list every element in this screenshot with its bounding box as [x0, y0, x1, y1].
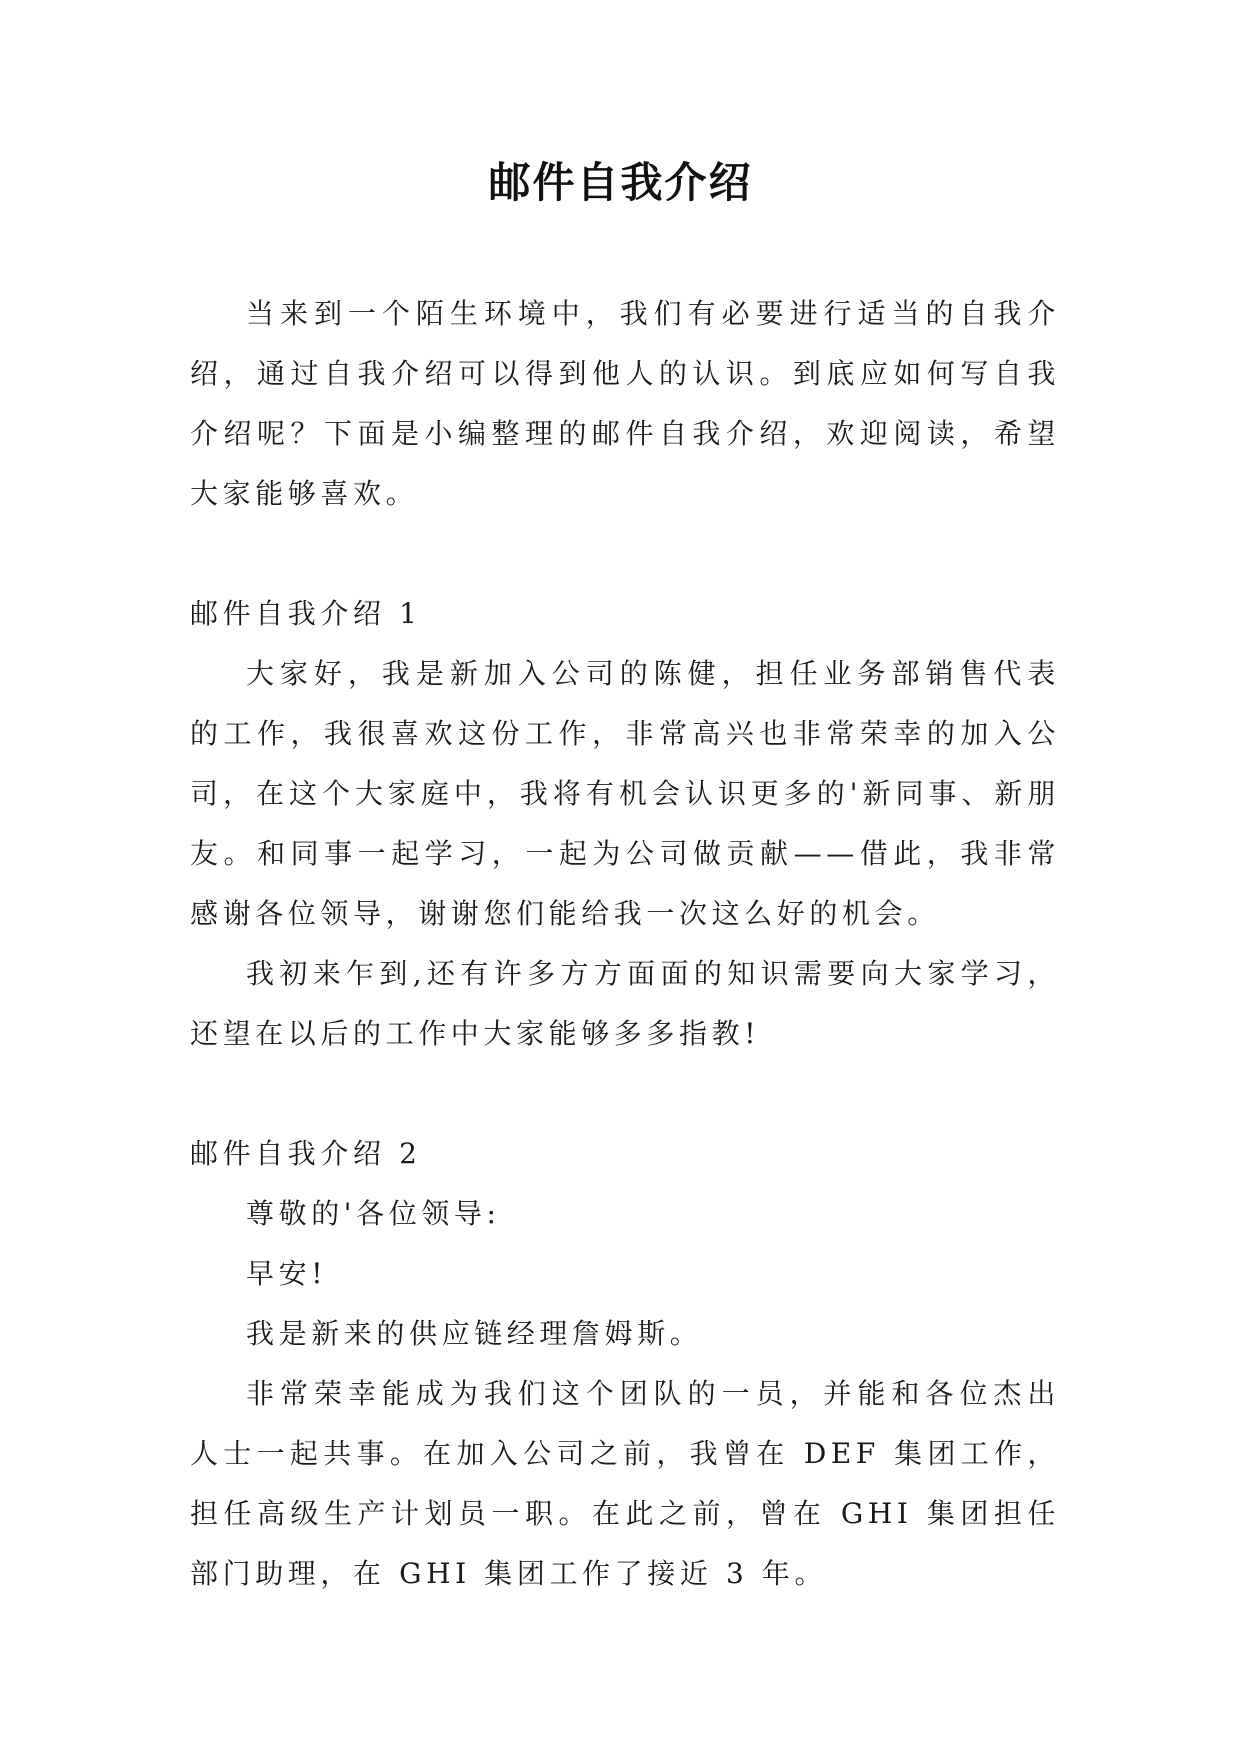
section-paragraph: 我是新来的供应链经理詹姆斯。 — [246, 1317, 703, 1350]
section-1 — [190, 584, 1060, 1064]
section-heading: 邮件自我介绍 1 — [190, 597, 422, 630]
document-title: 邮件自我介绍 — [488, 158, 753, 207]
section-paragraph: 我初来乍到,还有许多方方面面的知识需要向大家学习，还望在以后的工作中大家能够多多指教! — [190, 957, 1060, 1050]
section-paragraph: 非常荣幸能成为我们这个团队的一员，并能和各位杰出人士一起共事。在加入公司之前，我曾在 DEF 集团工作，担任高级生产计划员一职。在此之前，曾在 GHI 集团担任部门助理，在 GHI 集团工作了接近 3 年。 — [190, 1377, 1060, 1590]
section-paragraph: 大家好，我是新加入公司的陈健，担任业务部销售代表的工作，我很喜欢这份工作，非常高兴也非常荣幸的加入公司，在这个大家庭中，我将有机会认识更多的'新同事、新朋友。和同事一起学习，一起为公司做贡献——借此，我非常感谢各位领导，谢谢您们能给我一次这么好的机会。 — [190, 657, 1060, 930]
section-2 — [190, 1124, 1060, 1604]
section-paragraph: 尊敬的'各位领导: — [246, 1197, 501, 1230]
document-body — [190, 284, 1060, 1604]
section-heading: 邮件自我介绍 2 — [190, 1137, 422, 1170]
intro-paragraph: 当来到一个陌生环境中，我们有必要进行适当的自我介绍，通过自我介绍可以得到他人的认识。到底应如何写自我介绍呢？下面是小编整理的邮件自我介绍，欢迎阅读，希望大家能够喜欢。 — [190, 297, 1060, 510]
section-spacer — [190, 1064, 1060, 1124]
section-paragraph: 早安! — [246, 1257, 328, 1290]
